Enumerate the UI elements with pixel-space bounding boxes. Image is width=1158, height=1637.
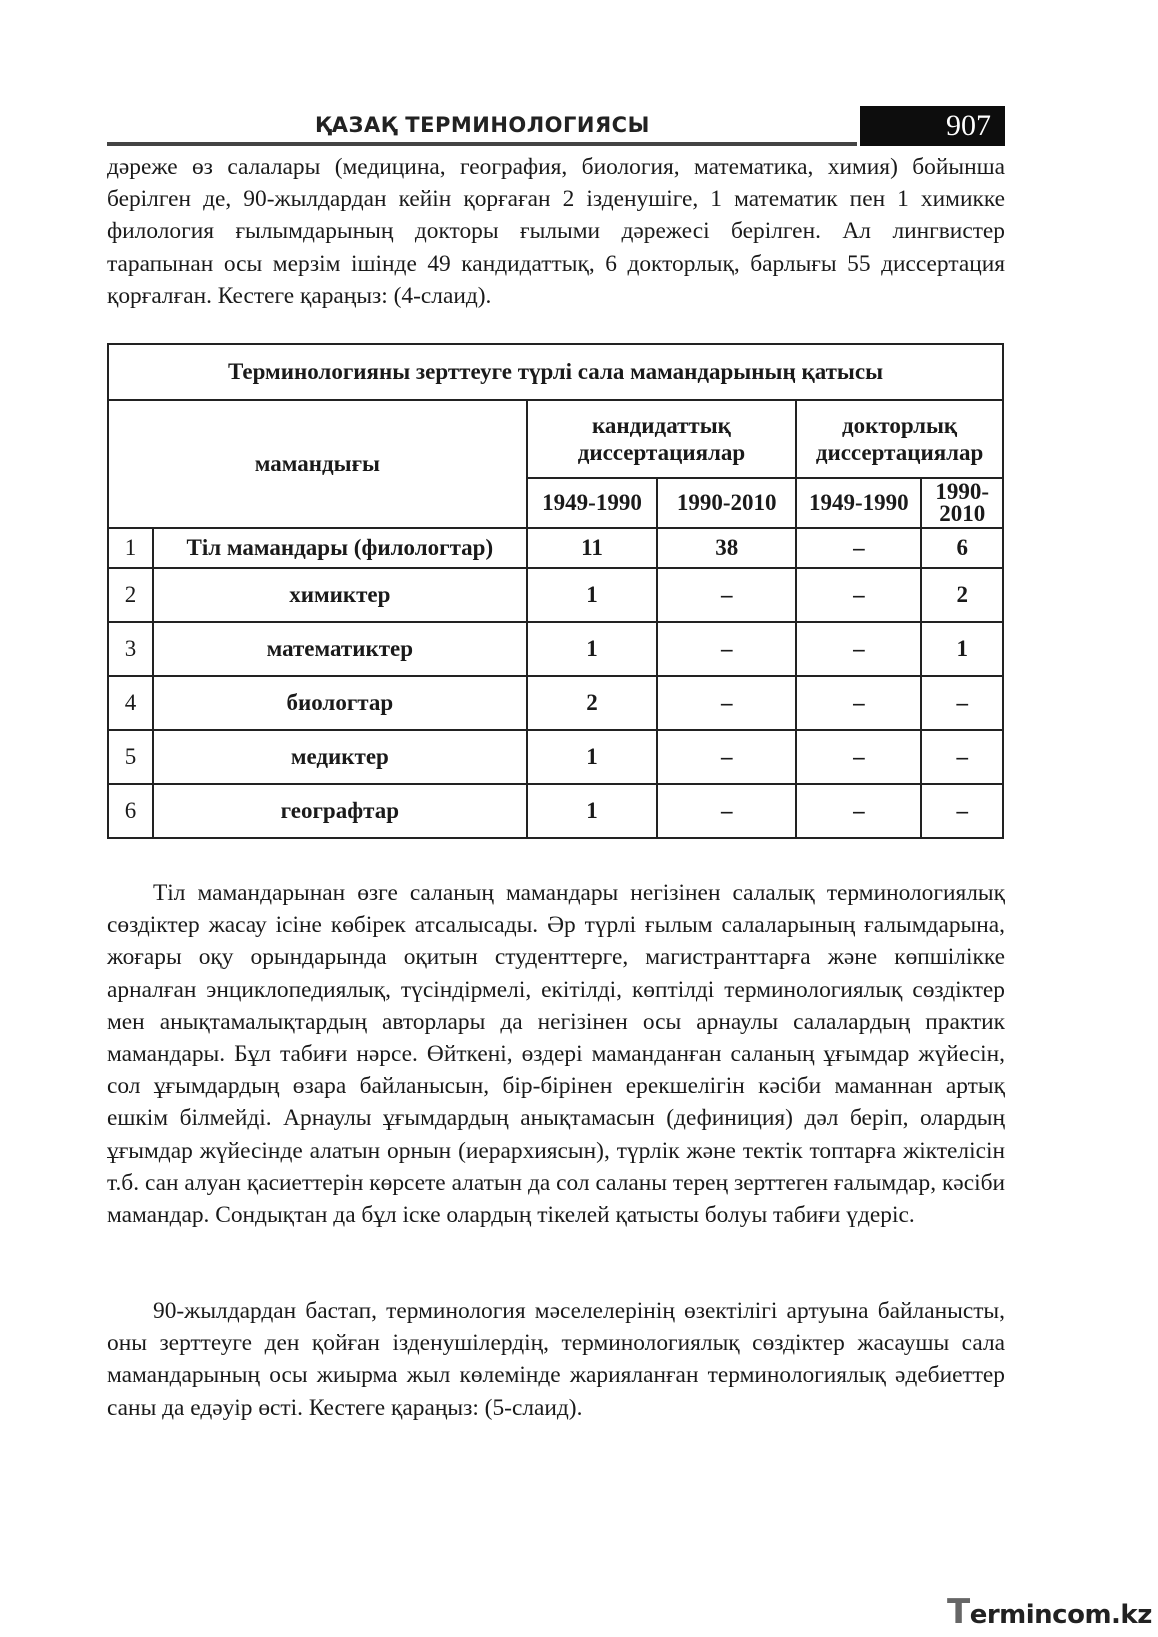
table-cell: – [657, 676, 796, 730]
specialty-name: математиктер [153, 622, 527, 676]
table-row [108, 528, 1003, 568]
table-cell: 1 [921, 622, 1003, 676]
table-cell: – [657, 784, 796, 838]
table-row [108, 568, 1003, 622]
table-cell: – [796, 528, 921, 568]
table-row [108, 676, 1003, 730]
specialty-name: географтар [153, 784, 527, 838]
specialty-name: медиктер [153, 730, 527, 784]
row-number: 4 [108, 676, 153, 730]
table-cell: – [921, 676, 1003, 730]
table-cell: 1 [527, 784, 658, 838]
row-number: 1 [108, 528, 153, 568]
table-cell: 1 [527, 568, 658, 622]
row-number: 2 [108, 568, 153, 622]
year-header: 1990-2010 [921, 478, 1003, 528]
specialty-name: Тіл мамандары (филологтар) [153, 528, 527, 568]
table-cell: – [796, 676, 921, 730]
specialty-name: химиктер [153, 568, 527, 622]
year-header: 1949-1990 [796, 478, 921, 528]
table-cell: 2 [527, 676, 658, 730]
table-cell: – [921, 784, 1003, 838]
watermark-initial: T [947, 1592, 970, 1632]
year-header: 1949-1990 [527, 478, 658, 528]
specialty-header: мамандығы [108, 400, 527, 528]
candidate-group-header: кандидаттық диссертациялар [527, 400, 796, 478]
table-cell: 11 [527, 528, 658, 568]
paragraph-intro: дәреже өз салалары (медицина, география, биология, математика, химия) бойынша берілген де, 90-жылдардан кейін қорғаған 2 ізденушіге, 1 математик пен 1 химикке филология ғылымдарының докторы ғылыми дәрежесі берілген. Ал лингвистер тарапынан осы мерзім ішінде 49 кандидаттық, 6 докторлық, барлығы 55 диссертация қорғалған. Кестеге қараңыз: (4-слаид). [107, 154, 1005, 309]
row-number: 6 [108, 784, 153, 838]
table-cell: 2 [921, 568, 1003, 622]
header-title: ҚАЗАҚ ТЕРМИНОЛОГИЯСЫ [315, 113, 650, 137]
terminology-table [107, 343, 1004, 839]
row-number: 5 [108, 730, 153, 784]
site-watermark-logo [947, 1592, 1152, 1630]
paragraph-closing: 90-жылдардан бастап, терминология мәселелерінің өзектілігі артуына байланысты, оны зерттеуге ден қойған ізденушілердің, терминологиялық сөздіктер жасаушы сала мамандарының осы жиырма жыл көлемінде жарияланған терминологиялық әдебиеттер саны да едәуір өсті. Кестеге қараңыз: (5-слаид). [107, 1298, 1005, 1421]
table-cell: – [796, 568, 921, 622]
table-cell: – [657, 622, 796, 676]
watermark-text: ermincom.kz [969, 1600, 1152, 1630]
paragraph-body: Тіл мамандарынан өзге саланың мамандары негізінен салалық терминологиялық сөздіктер жасау ісіне көбірек атсалысады. Әр түрлі ғылым салаларының ғалымдарына, жоғары оқу орындарында оқитын студенттерге, магистранттарға және көпшілікке арналған энциклопедиялық, түсіндірмелі, екітілді, көптілді терминологиялық сөздіктер мен анықтамалықтардың авторлары да негізінен осы арнаулы салалардың практик мамандары. Бұл табиғи нәрсе. Өйткені, өздері маманданған саланың ұғымдар жүйесін, сол ұғымдардың өзара байланысын, бір-бірінен ерекшелігін кәсіби маманнан артық ешкім білмейді. Арнаулы ұғымдардың анықтамасын (дефиниция) дәл беріп, олардың ұғымдар жүйесінде алатын орнын (иерархиясын), түрлік және тектік топтарға жіктелісін т.б. сан алуан қасиеттерін көрсете алатын да сол саланы терең зерттеген ғалымдар, кәсіби мамандар. Сондықтан да бұл іске олардың тікелей қатысты болуы табиғи үдеріс. [107, 880, 1005, 1229]
specialty-name: биологтар [153, 676, 527, 730]
table-cell: – [796, 622, 921, 676]
table-cell: – [921, 730, 1003, 784]
year-header: 1990-2010 [657, 478, 796, 528]
table-cell: 38 [657, 528, 796, 568]
table-row [108, 730, 1003, 784]
table-row [108, 784, 1003, 838]
table-cell: 1 [527, 622, 658, 676]
table-cell: – [657, 568, 796, 622]
table-cell: – [657, 730, 796, 784]
table-cell: – [796, 784, 921, 838]
table-cell: – [796, 730, 921, 784]
row-number: 3 [108, 622, 153, 676]
header-rule [107, 142, 857, 146]
table-caption: Терминологияны зерттеуге түрлі сала мамандарының қатысы [108, 344, 1003, 400]
table-cell: 6 [921, 528, 1003, 568]
page-number: 907 [860, 106, 1005, 146]
table-cell: 1 [527, 730, 658, 784]
table-row [108, 622, 1003, 676]
running-header [107, 106, 1005, 148]
doctor-group-header: докторлық диссертациялар [796, 400, 1003, 478]
